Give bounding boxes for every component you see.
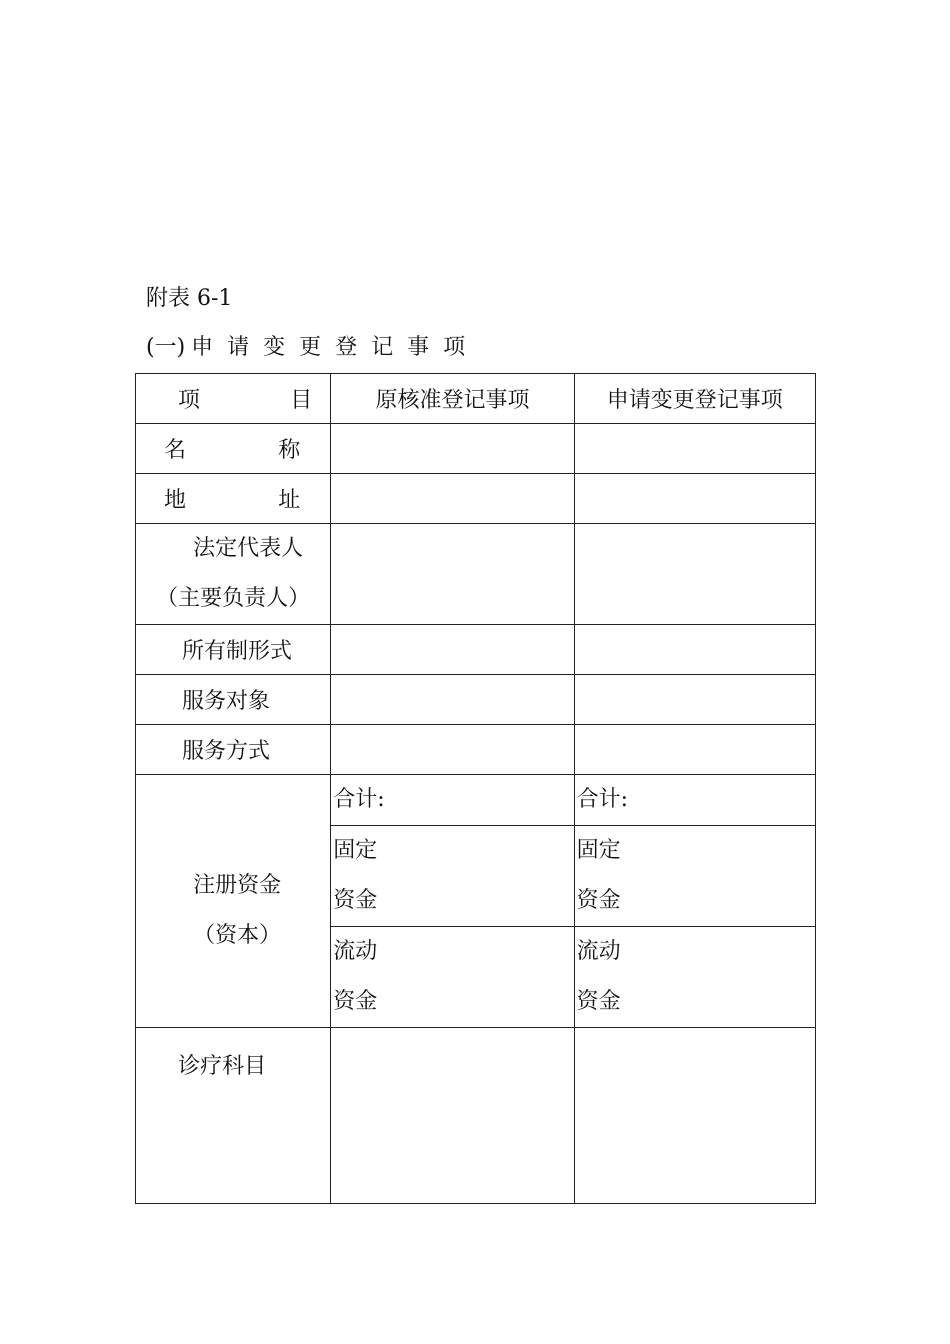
requested-capital-fixed-cell[interactable] bbox=[574, 826, 815, 927]
requested-address-cell[interactable] bbox=[574, 474, 815, 524]
requested-capital-total-cell[interactable] bbox=[574, 775, 815, 826]
original-capital-current-line2: 资金 bbox=[333, 989, 378, 1014]
label-diagnosis bbox=[136, 1028, 331, 1204]
requested-capital-current-line2: 资金 bbox=[576, 989, 621, 1014]
label-capital-line2: （资本） bbox=[193, 923, 282, 948]
label-capital-line1: 注册资金 bbox=[193, 873, 282, 898]
change-registration-table bbox=[135, 373, 816, 1204]
original-capital-fixed-line2: 资金 bbox=[333, 888, 378, 913]
requested-capital-fixed-line2: 资金 bbox=[576, 888, 621, 913]
original-service-mode-cell[interactable] bbox=[331, 725, 574, 775]
label-name-char2: 称 bbox=[278, 438, 301, 463]
requested-capital-total-label: 合计: bbox=[576, 787, 629, 812]
header-item-cell bbox=[136, 374, 331, 424]
label-address bbox=[136, 474, 331, 524]
table-row-service-mode bbox=[136, 725, 816, 775]
label-name-char1: 名 bbox=[164, 438, 187, 463]
label-legal-rep-line2: （主要负责人） bbox=[156, 586, 311, 611]
original-capital-total-label: 合计: bbox=[333, 787, 385, 812]
attachment-reference: 附表 6-1 bbox=[146, 286, 233, 311]
table-header-row bbox=[136, 374, 816, 424]
table-row-legal-rep bbox=[136, 524, 816, 625]
requested-name-cell[interactable] bbox=[574, 424, 815, 474]
original-service-target-cell[interactable] bbox=[331, 675, 574, 725]
label-service-target: 服务对象 bbox=[136, 675, 331, 725]
original-legal-rep-cell[interactable] bbox=[331, 524, 574, 625]
table-row-service-target bbox=[136, 675, 816, 725]
original-capital-fixed-cell[interactable] bbox=[331, 826, 574, 927]
header-requested: 申请变更登记事项 bbox=[574, 374, 815, 424]
header-original: 原核准登记事项 bbox=[331, 374, 574, 424]
table-row-capital-total bbox=[136, 775, 816, 826]
original-name-cell[interactable] bbox=[331, 424, 574, 474]
original-capital-total-cell[interactable] bbox=[331, 775, 574, 826]
original-ownership-cell[interactable] bbox=[331, 625, 574, 675]
requested-capital-current-line1: 流动 bbox=[576, 939, 621, 964]
table-row-name bbox=[136, 424, 816, 474]
label-diagnosis-text: 诊疗科目 bbox=[178, 1054, 267, 1079]
section-title bbox=[146, 331, 479, 365]
label-service-mode: 服务方式 bbox=[136, 725, 331, 775]
label-address-char1: 地 bbox=[164, 488, 187, 513]
requested-capital-current-cell[interactable] bbox=[574, 927, 815, 1028]
original-address-cell[interactable] bbox=[331, 474, 574, 524]
label-ownership: 所有制形式 bbox=[136, 625, 331, 675]
label-capital bbox=[136, 775, 331, 1028]
section-title-text: 申请变更登记事项 bbox=[191, 335, 480, 360]
table-row-ownership bbox=[136, 625, 816, 675]
original-capital-current-cell[interactable] bbox=[331, 927, 574, 1028]
requested-legal-rep-cell[interactable] bbox=[574, 524, 815, 625]
label-name bbox=[136, 424, 331, 474]
label-address-char2: 址 bbox=[278, 488, 301, 513]
header-item-char2: 目 bbox=[290, 388, 313, 413]
requested-ownership-cell[interactable] bbox=[574, 625, 815, 675]
original-capital-current-line1: 流动 bbox=[333, 939, 378, 964]
label-legal-rep-line1: 法定代表人 bbox=[193, 536, 304, 561]
label-legal-rep bbox=[136, 524, 331, 625]
header-item-char1: 项 bbox=[178, 388, 201, 413]
original-diagnosis-cell[interactable] bbox=[331, 1028, 574, 1204]
table-row-address bbox=[136, 474, 816, 524]
table-row-diagnosis bbox=[136, 1028, 816, 1204]
original-capital-fixed-line1: 固定 bbox=[333, 838, 378, 863]
section-number: (一) bbox=[146, 335, 186, 360]
requested-service-target-cell[interactable] bbox=[574, 675, 815, 725]
requested-service-mode-cell[interactable] bbox=[574, 725, 815, 775]
requested-diagnosis-cell[interactable] bbox=[574, 1028, 815, 1204]
requested-capital-fixed-line1: 固定 bbox=[576, 838, 621, 863]
